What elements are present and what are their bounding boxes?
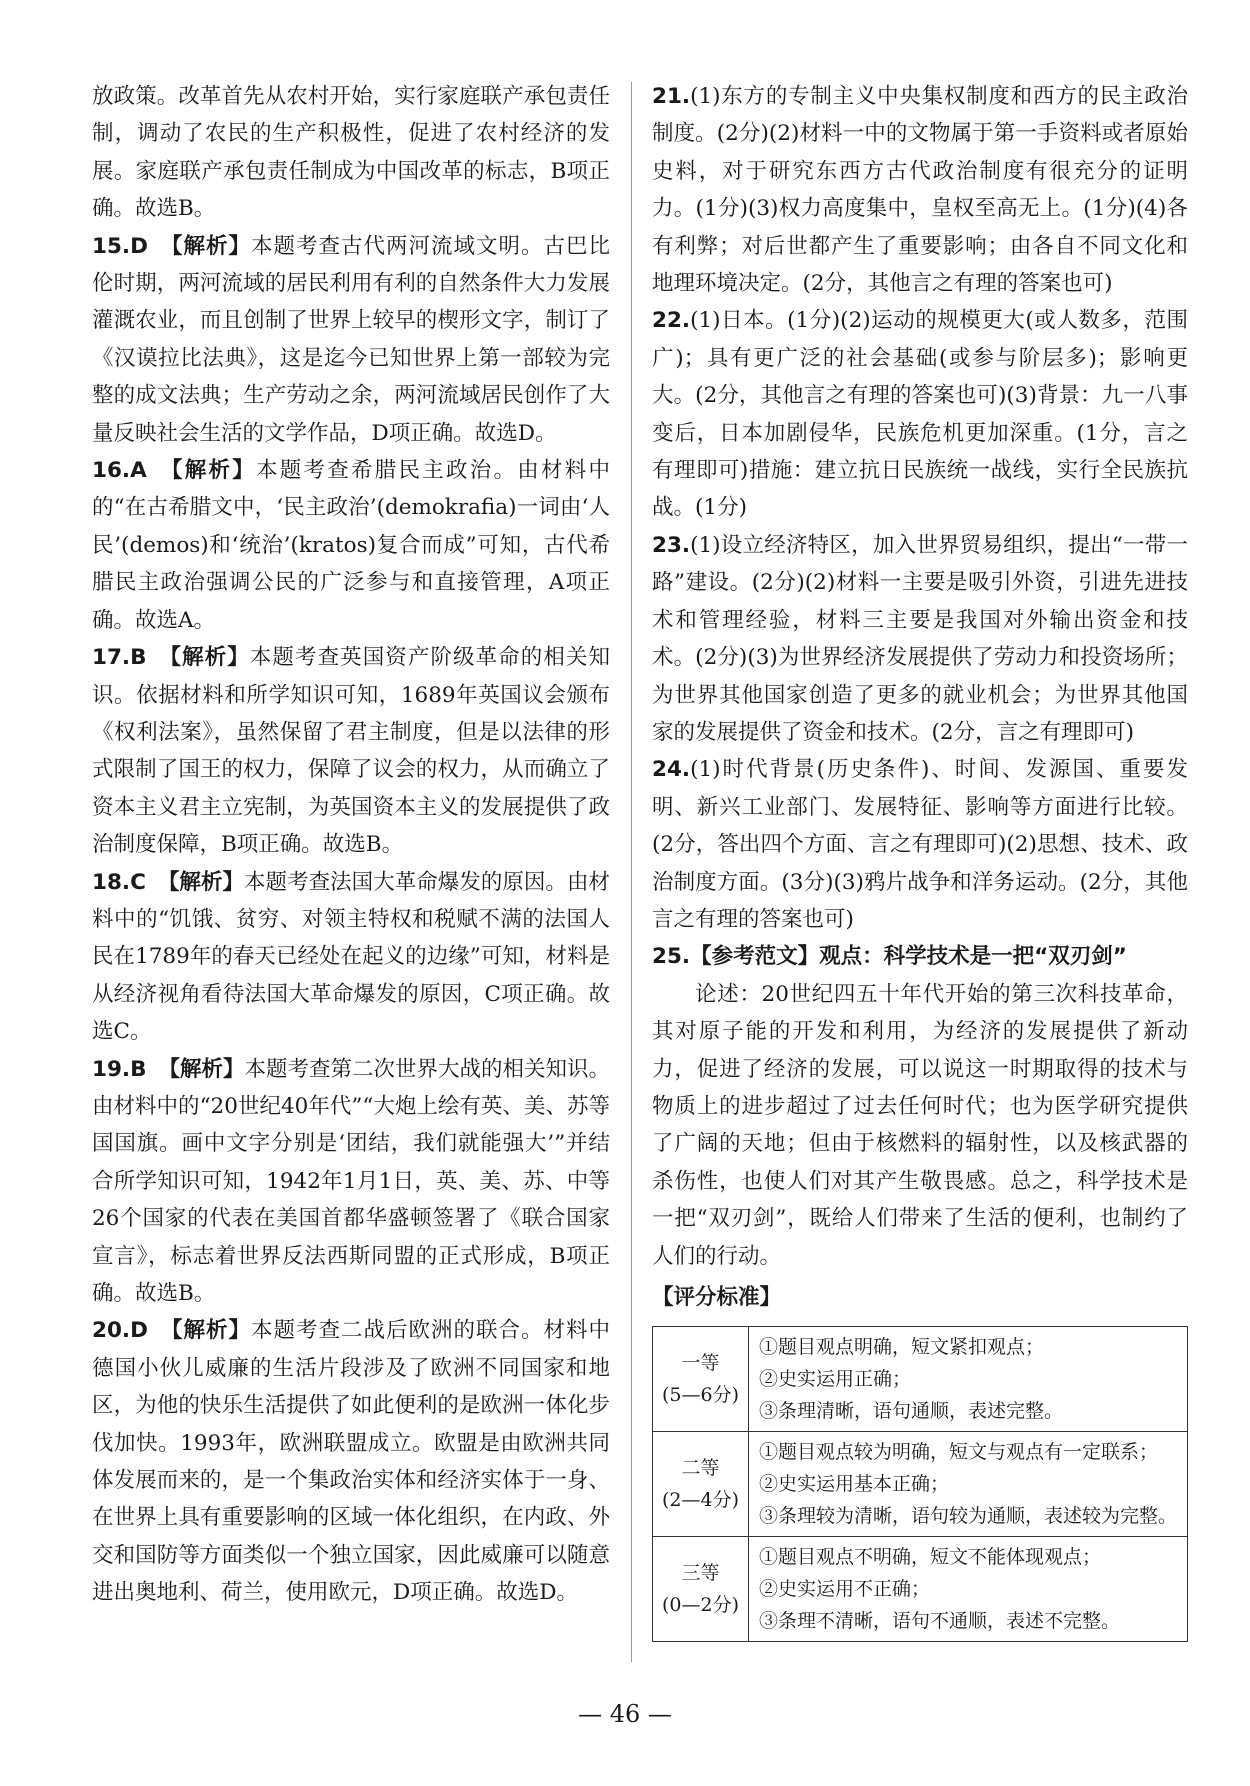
question-number: 20.D: [92, 1318, 148, 1344]
criterion: ③条理较为清晰，语句较为通顺，表述较为完整。: [758, 1505, 1177, 1528]
question-24: [652, 751, 1188, 938]
grade-name: 一等: [681, 1352, 720, 1375]
q14-continuation: 放政策。改革首先从农村开始，实行家庭联产承包责任制，调动了农民的生产积极性，促进了农村经济的发展。家庭联产承包责任制成为中国改革的标志，B项正确。故选B。: [92, 84, 610, 222]
grade-criteria: [748, 1432, 1187, 1537]
question-number: 21.: [652, 84, 691, 109]
answer-text: (1)东方的专制主义中央集权制度和西方的民主政治制度。(2分)(2)材料一中的文物属于第一手资料或者原始史料，对于研究东西方古代政治制度有很充分的证明力。(1分)(3)权力高度集中，皇权至高无上。(1分)(4)各有利弊；对后世都产生了重要影响；由各自不同文化和地理环境决定。(2分，其他言之有理的答案也可): [652, 84, 1188, 297]
question-number: 15.D: [92, 233, 148, 259]
analysis-tag: 【解析】: [158, 1056, 245, 1082]
answer-text: (1)设立经济特区，加入世界贸易组织，提出“一带一路”建设。(2分)(2)材料一主要是吸引外资，引进先进技术和管理经验，材料三主要是我国对外输出资金和技术。(2分)(3)为世界经济发展提供了劳动力和投资场所；为世界其他国家创造了更多的就业机会；为世界其他国家的发展提供了资金和技术。(2分，言之有理即可): [652, 532, 1188, 745]
grade-name: 三等: [681, 1562, 720, 1585]
question-number: 22.: [652, 308, 691, 334]
criterion: ③条理不清晰，语句不通顺，表述不完整。: [758, 1610, 1120, 1633]
question-19: [92, 1051, 610, 1313]
essay-body: 论述：20世纪四五十年代开始的第三次科技革命，其对原子能的开发和利用，为经济的发展提供了新动力，促进了经济的发展，可以说这一时期取得的技术与物质上的进步超过了过去任何时代；也为医学研究提供了广阔的天地；但由于核燃料的辐射性，以及核武器的杀伤性，也使人们对其产生敬畏感。总之，科学技术是一把“双刃剑”，既给人们带来了生活的便利，也制约了人们的行动。: [652, 981, 1188, 1269]
analysis-tag: 【解析】: [158, 645, 250, 671]
answer-text: 本题考查法国大革命爆发的原因。由材料中的“饥饿、贫穷、对领主特权和税赋不满的法国人民在1789年的春天已经处在起义的边缘”可知，材料是从经济视角看待法国大革命爆发的原因，C项正确。故选C。: [92, 869, 610, 1045]
answer-text: 本题考查古代两河流域文明。古巴比伦时期，两河流域的居民利用有利的自然条件大力发展灌溉农业，而且创制了世界上较早的楔形文字，制订了《汉谟拉比法典》，这是迄今已知世界上第一部较为完整的成文法典；生产劳动之余，两河流域居民创作了大量反映社会生活的文学作品，D项正确。故选D。: [92, 233, 610, 446]
analysis-tag: 【解析】: [159, 1318, 251, 1344]
grade-range: (5—6分): [661, 1384, 739, 1407]
answer-text: 本题考查第二次世界大战的相关知识。由材料中的“20世纪40年代”“大炮上绘有英、美、苏等国国旗。画中文字分别是‘团结，我们就能强大’”并结合所学知识可知，1942年1月1日，英、美、苏、中等26个国家的代表在美国首都华盛顿签署了《联合国家宣言》，标志着世界反法西斯同盟的正式形成，B项正确。故选B。: [92, 1056, 611, 1306]
analysis-tag: 【解析】: [157, 869, 245, 895]
page-number: — 46 —: [578, 1700, 672, 1728]
question-23: [652, 527, 1188, 751]
answer-text: 本题考查英国资产阶级革命的相关知识。依据材料和所学知识可知，1689年英国议会颁布《权利法案》，虽然保留了君主制度，但是以法律的形式限制了国王的权力，保障了议会的权力，从而确立了资本主义君主立宪制，为英国资本主义的发展提供了政治制度保障，B项正确。故选B。: [92, 645, 610, 858]
question-22: [652, 302, 1188, 526]
left-column: [92, 78, 610, 1612]
grade-range: (0—2分): [661, 1594, 739, 1617]
table-row: [653, 1432, 1188, 1537]
column-divider: [631, 82, 632, 1662]
essay-heading: 【参考范文】观点：科学技术是一把“双刃剑”: [690, 944, 1127, 970]
criterion: ②史实运用不正确；: [758, 1578, 930, 1601]
question-number: 19.B: [92, 1056, 147, 1082]
table-row: [653, 1537, 1188, 1642]
question-number: 16.A: [92, 458, 147, 484]
question-number: 23.: [652, 532, 691, 558]
criterion: ①题目观点较为明确，短文与观点有一定联系；: [758, 1441, 1158, 1464]
right-column: [652, 78, 1188, 1642]
question-15: [92, 228, 610, 452]
question-number: 24.: [652, 757, 691, 783]
grade-level: [653, 1327, 749, 1432]
question-number: 17.B: [92, 645, 147, 671]
grading-title: 【评分标准】: [652, 1285, 782, 1310]
analysis-tag: 【解析】: [158, 458, 256, 484]
criterion: ①题目观点不明确，短文不能体现观点；: [758, 1546, 1101, 1569]
question-18: [92, 864, 610, 1051]
grade-level: [653, 1432, 749, 1537]
criterion: ①题目观点明确，短文紧扣观点；: [758, 1336, 1044, 1359]
answer-text: (1)日本。(1分)(2)运动的规模更大(或人数多，范围广)；具有更广泛的社会基础(或参与阶层多)；影响更大。(2分，其他言之有理的答案也可)(3)背景：九一八事变后，日本加剧侵华，民族危机更加深重。(1分，言之有理即可)措施：建立抗日民族统一战线，实行全民族抗战。(1分): [652, 308, 1188, 521]
criterion: ②史实运用基本正确；: [758, 1473, 949, 1496]
grade-range: (2—4分): [661, 1489, 739, 1512]
grading-table: [652, 1326, 1188, 1642]
answer-text: (1)时代背景(历史条件)、时间、发源国、重要发明、新兴工业部门、发展特征、影响等方面进行比较。(2分，答出四个方面、言之有理即可)(2)思想、技术、政治制度方面。(3分)(3)鸦片战争和洋务运动。(2分，其他言之有理的答案也可): [652, 757, 1188, 932]
question-20: [92, 1312, 610, 1611]
question-17: [92, 639, 610, 863]
question-16: [92, 452, 610, 639]
analysis-tag: 【解析】: [159, 233, 251, 259]
question-25: [652, 938, 1188, 975]
grade-criteria: [748, 1327, 1187, 1432]
answer-text: 本题考查二战后欧洲的联合。材料中德国小伙儿威廉的生活片段涉及了欧洲不同国家和地区，为他的快乐生活提供了如此便利的是欧洲一体化步伐加快。1993年，欧洲联盟成立。欧盟是由欧洲共同体发展而来的，是一个集政治实体和经济实体于一身、在世界上具有重要影响的区域一体化组织，在内政、外交和国防等方面类似一个独立国家，因此威廉可以随意进出奥地利、荷兰，使用欧元，D项正确。故选D。: [92, 1318, 610, 1606]
question-number: 18.C: [92, 869, 146, 895]
question-number: 25.: [652, 944, 691, 970]
criterion: ②史实运用正确；: [758, 1368, 911, 1391]
grade-criteria: [748, 1537, 1187, 1642]
grade-level: [653, 1537, 749, 1642]
table-row: [653, 1327, 1188, 1432]
grade-name: 二等: [681, 1457, 720, 1480]
answer-text: 本题考查希腊民主政治。由材料中的“在古希腊文中，‘民主政治’(demokrafia)一词由‘人民’(demos)和‘统治’(kratos)复合而成”可知，古代希腊民主政治强调公民的广泛参与和直接管理，A项正确。故选A。: [92, 458, 610, 633]
criterion: ③条理清晰，语句通顺，表述完整。: [758, 1400, 1063, 1423]
question-21: [652, 78, 1188, 302]
